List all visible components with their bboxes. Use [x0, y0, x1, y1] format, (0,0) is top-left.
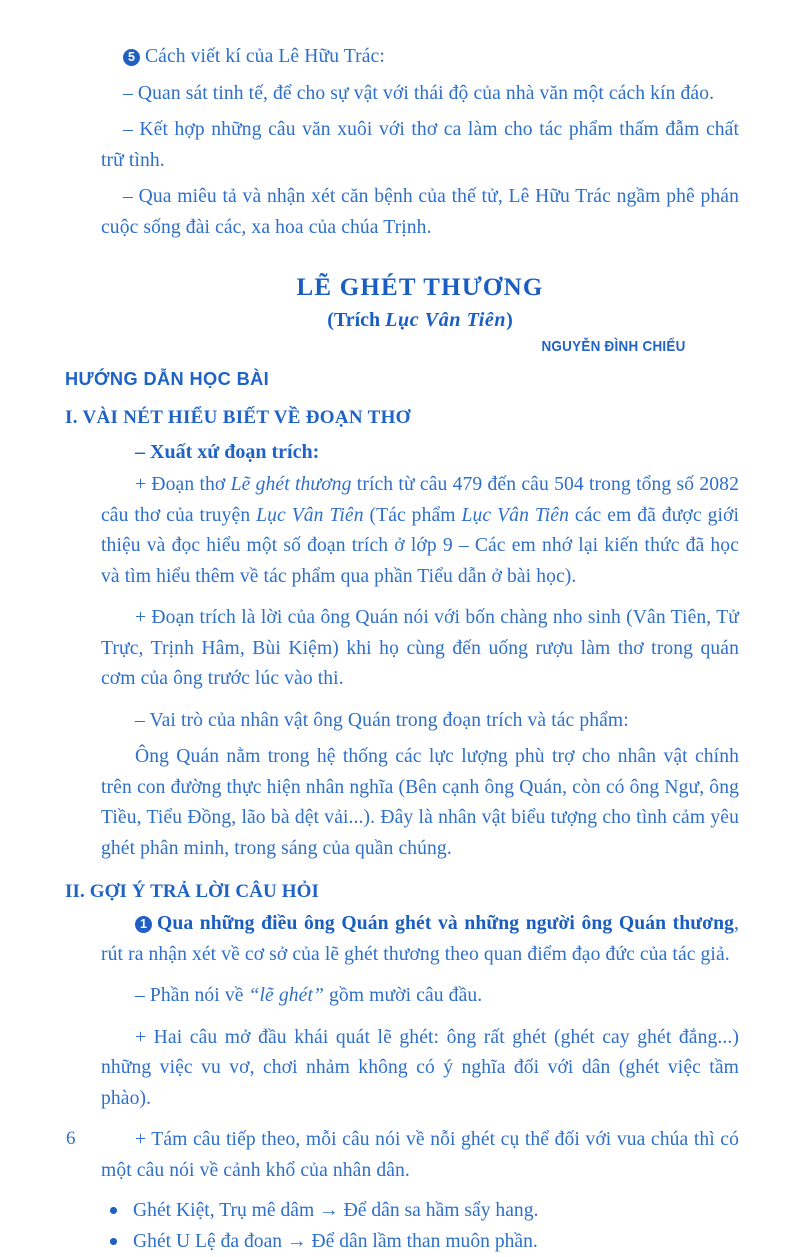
- para1-a: + Đoạn thơ: [135, 474, 231, 495]
- para-a-prefix: – Phần nói về: [135, 985, 249, 1006]
- section-two-para-a: [101, 981, 739, 1012]
- section-two-para-c: + Tám câu tiếp theo, mỗi câu nói về nỗi ghét cụ thể đối với vua chúa thì có một câu nói về cảnh khổ của nhân dân.: [101, 1129, 739, 1181]
- section-two-heading: II. GỢI Ý TRẢ LỜI CÂU HỎI: [65, 881, 319, 902]
- bullet-dot-icon: [110, 1238, 117, 1245]
- para1-c: (Tác phẩm: [363, 504, 462, 526]
- para1-work-1: Lẽ ghét thương: [230, 474, 352, 495]
- page-number: 6: [66, 1128, 76, 1149]
- section-5-heading: [101, 42, 739, 73]
- section-two-para-b: + Hai câu mở đầu khái quát lẽ ghét: ông rất ghét (ghét cay ghét đắng...) những việc vu vơ, chơi nhảm không có ý nghĩa đối với dân (ghét việc tầm phào).: [101, 1026, 739, 1109]
- section-5-item-1: – Quan sát tinh tế, để cho sự vật với thái độ của nhà văn một cách kín đáo.: [123, 82, 715, 104]
- bullet-dot-icon: [110, 1207, 117, 1214]
- para1-b: trích từ câu 479 đến câu 504 trong tổng số 2082 câu thơ của truyện: [101, 474, 739, 526]
- para1-work-2: Lục Vân Tiên: [256, 504, 364, 526]
- lesson-subtitle: [101, 305, 739, 335]
- list-item: [108, 1195, 739, 1226]
- guide-heading: HƯỚNG DẪN HỌC BÀI: [65, 369, 270, 389]
- section-two-question-1: [101, 909, 739, 970]
- para1-work-3: Lục Vân Tiên: [461, 504, 570, 526]
- circled-number-1: 1: [135, 916, 152, 933]
- section-one-subheading: – Xuất xứ đoạn trích:: [135, 441, 320, 463]
- subtitle-suffix: ): [506, 309, 513, 331]
- para1-d: các em đã được giới thiệu và đọc hiểu một số đoạn trích ở lớp 9 – Các em nhớ lại kiến thức đã học và tìm hiểu thêm về tác phẩm qua phần Tiểu dẫn ở bài học).: [101, 504, 740, 587]
- section-one-para-3: – Vai trò của nhân vật ông Quán trong đoạn trích và tác phẩm:: [135, 709, 629, 731]
- section-one-heading: I. VÀI NÉT HIỂU BIẾT VỀ ĐOẠN THƠ: [65, 407, 411, 428]
- question-1-rest: , rút ra nhận xét về cơ sở của lẽ ghét thương theo quan điểm đạo đức của tác giả.: [101, 913, 739, 965]
- ghet-bullet-list: [101, 1195, 739, 1257]
- list-item: [108, 1226, 739, 1257]
- circled-number-5: 5: [123, 49, 140, 66]
- bullet-text: Ghét U Lệ đa đoan → Để dân lầm than muôn phần.: [133, 1231, 538, 1252]
- question-1-bold-part: Qua những điều ông Quán ghét và những người ông Quán thương: [157, 913, 734, 934]
- subtitle-work-title: Lục Vân Tiên: [385, 309, 507, 331]
- page-content: [65, 42, 740, 1257]
- para-a-quoted: “lẽ ghét”: [248, 985, 324, 1006]
- section-5-item-2: – Kết hợp những câu văn xuôi với thơ ca làm cho tác phẩm thấm đẫm chất trữ tình.: [101, 119, 739, 171]
- lesson-title-block: [101, 273, 739, 335]
- subtitle-prefix: (Trích: [327, 309, 386, 331]
- section-5-item-3: – Qua miêu tả và nhận xét căn bệnh của thế tử, Lê Hữu Trác ngầm phê phán cuộc sống đài các, xa hoa của chúa Trịnh.: [101, 186, 739, 238]
- section-one-para-1: [101, 470, 739, 592]
- bullet-text: Ghét Kiệt, Trụ mê dâm → Để dân sa hầm sẩy hang.: [133, 1200, 539, 1221]
- page-title: LẼ GHÉT THƯƠNG: [296, 274, 544, 301]
- section-one-para-2: + Đoạn trích là lời của ông Quán nói với bốn chàng nho sinh (Vân Tiên, Tử Trực, Trịnh Hâm, Bùi Kiệm) khi họ cùng đến uống rượu làm thơ trong quán cơm của ông trước lúc vào thi.: [101, 607, 739, 689]
- section-one-para-4: Ông Quán nằm trong hệ thống các lực lượng phù trợ cho nhân vật chính trên con đường thực hiện nhân nghĩa (Bên cạnh ông Quán, còn có ông Ngư, ông Tiều, Tiểu Đồng, lão bà dệt vải...). Đây là nhân vật biểu tượng cho tình cảm yêu ghét phân minh, trong sáng của quần chúng.: [101, 746, 739, 859]
- section-5-heading-text: Cách viết kí của Lê Hữu Trác:: [145, 46, 385, 67]
- author-name: NGUYỄN ĐÌNH CHIỂU: [541, 339, 686, 355]
- para-a-suffix: gồm mười câu đầu.: [323, 985, 483, 1006]
